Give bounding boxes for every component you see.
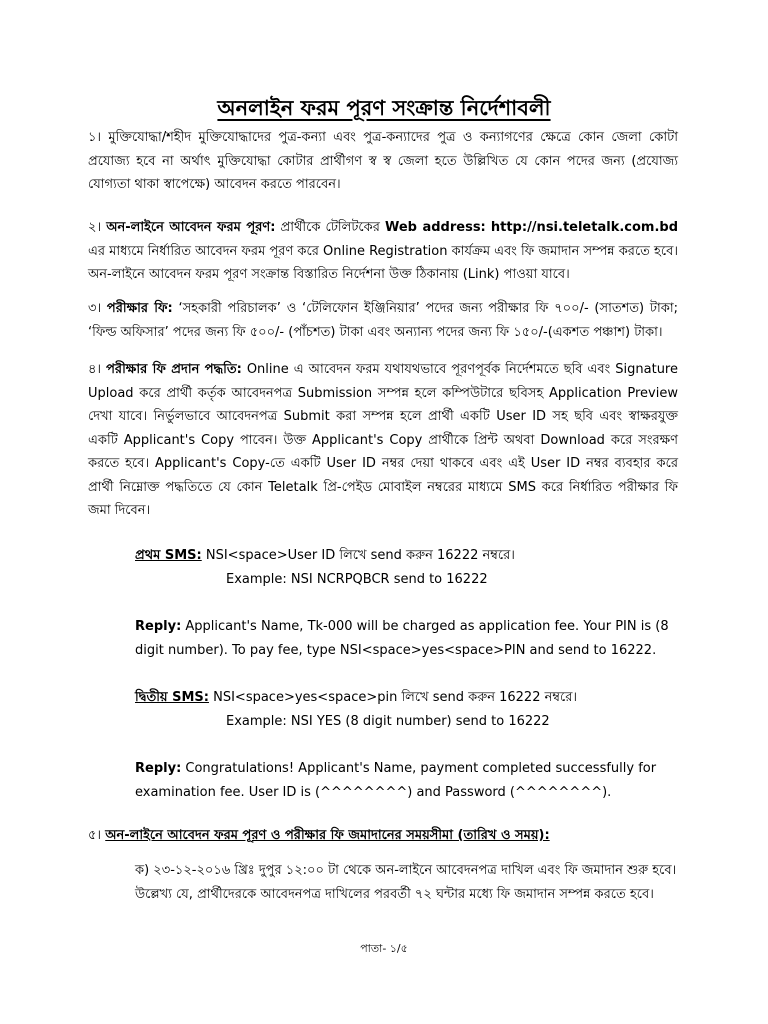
section-number: ২। — [88, 220, 102, 235]
section-text: ‘সহকারী পরিচালক’ ও ‘টেলিফোন ইঞ্জিনিয়ার’ পদের জন্য পরীক্ষার ফি ৭০০/- (সাতশত) টাকা; ‘ফিল্ড অফিসার’ পদের জন্য ফি ৫০০/- (পাঁচশত) টাকা এবং অন্যান্য পদের জন্য ফি ১৫০/-(একশত পঞ্চাশ) টাকা। — [88, 301, 679, 340]
section-heading: পরীক্ষার ফি প্রদান পদ্ধতি: — [106, 362, 242, 377]
reply-text: Applicant's Name, Tk-000 will be charged as application fee. Your PIN is (8 digit number). To pay fee, type NSI<space>yes<space>PIN and send to 16222. — [135, 619, 669, 658]
section-1 — [88, 126, 678, 197]
web-address-link[interactable]: http://nsi.teletalk.com.bd — [490, 220, 679, 235]
section-text: প্রার্থীকে টেলিটকের — [280, 220, 380, 235]
second-sms-example: Example: NSI YES (8 digit number) send to 16222 — [226, 714, 550, 729]
section-5a: ক) ২৩-১২-২০১৬ খ্রিঃ দুপুর ১২:০০ টা থেকে অন-লাইনে আবেদনপত্র দাখিল এবং ফি জমাদান শুরু হবে। উল্লেখ্য যে, প্রার্থীদেরকে আবেদনপত্র দাখিলের পরবর্তী ৭২ ঘন্টার মধ্যে ফি জমাদান সম্পন্ন করতে হবে। — [135, 863, 677, 902]
section-number: ৫। — [88, 828, 102, 843]
reply-label: Reply: — [135, 619, 182, 634]
section-heading: অন-লাইনে আবেদন ফরম পূরণ: — [106, 220, 276, 235]
page-title: অনলাইন ফরম পূরণ সংক্রান্ত নির্দেশাবলী — [217, 96, 551, 120]
first-sms — [135, 544, 680, 568]
reply-text: Congratulations! Applicant's Name, payment completed successfully for examination fee. User ID is (^^^^^^^^) and Password (^^^^^^^^). — [135, 761, 657, 800]
first-reply — [135, 615, 680, 662]
section-number: ৪। — [88, 362, 102, 377]
section-text: মুক্তিযোদ্ধা/শহীদ মুক্তিযোদ্ধাদের পুত্র-কন্যা এবং পুত্র-কন্যাদের পুত্র ও কন্যাগণের ক্ষেত্রে কোন জেলা কোটা প্রযোজ্য হবে না অর্থাৎ মুক্তিযোদ্ধা কোটার প্রার্থীগণ স্ব স্ব জেলা হতে উল্লিখিত যে কোন পদের জন্য (প্রযোজ্য যোগ্যতা থাকা স্বাপেক্ষে) আবেদন করতে পারবেন। — [88, 130, 679, 192]
first-sms-example: Example: NSI NCRPQBCR send to 16222 — [226, 572, 488, 587]
section-number: ১। — [88, 130, 102, 145]
second-reply — [135, 757, 680, 804]
section-text: Online এ আবেদন ফরম যথাযথভাবে পূরণপূর্বক নির্দেশমতে ছবি এবং Signature Upload করে প্রার্থী কর্তৃক আবেদনপত্র Submission সম্পন্ন হলে কম্পিউটারে ছবিসহ Application Preview দেখা যাবে। নির্ভুলভাবে আবেদনপত্র Submit করা সম্পন্ন হলে প্রার্থী একটি User ID সহ ছবি এবং স্বাক্ষরযুক্ত একটি Applicant's Copy পাবেন। উক্ত Applicant's Copy প্রার্থীকে প্রিন্ট অথবা Download করে সংরক্ষণ করতে হবে। Applicant's Copy-তে একটি User ID নম্বর দেয়া থাকবে এবং এই User ID নম্বর ব্যবহার করে প্রার্থী নিম্নোক্ত পদ্ধতিতে যে কোন Teletalk প্রি-পেইড মোবাইল নম্বরের মাধ্যমে SMS করে নির্ধারিত পরীক্ষার ফি জমা দিবেন। — [88, 362, 678, 518]
section-2 — [88, 216, 678, 287]
sms-label: প্রথম SMS: — [135, 548, 202, 563]
section-text: এর মাধ্যমে নির্ধারিত আবেদন ফরম পূরণ করে Online Registration কার্যক্রম এবং ফি জমাদান সম্পন্ন করতে হবে। অন-লাইনে আবেদন ফরম পূরণ সংক্রান্ত বিস্তারিত নির্দেশনা উক্ত ঠিকানায় (Link) পাওয়া যাবে। — [88, 243, 678, 282]
section-heading: অন-লাইনে আবেদন ফরম পূরণ ও পরীক্ষার ফি জমাদানের সময়সীমা (তারিখ ও সময়): — [105, 828, 550, 843]
section-number: ৩। — [88, 301, 102, 316]
section-heading: পরীক্ষার ফি: — [106, 301, 173, 316]
second-sms — [135, 686, 680, 710]
sms-text: NSI<space>yes<space>pin লিখে send করুন 16222 নম্বরে। — [213, 690, 578, 705]
web-address-label: Web address: — [384, 220, 486, 235]
sms-label: দ্বিতীয় SMS: — [135, 690, 209, 705]
reply-label: Reply: — [135, 761, 182, 776]
sms-text: NSI<space>User ID লিখে send করুন 16222 নম্বরে। — [205, 548, 515, 563]
section-3 — [88, 297, 678, 344]
section-4 — [88, 358, 678, 523]
section-5 — [88, 824, 678, 848]
page-number: পাতা- ১/৫ — [360, 942, 408, 955]
